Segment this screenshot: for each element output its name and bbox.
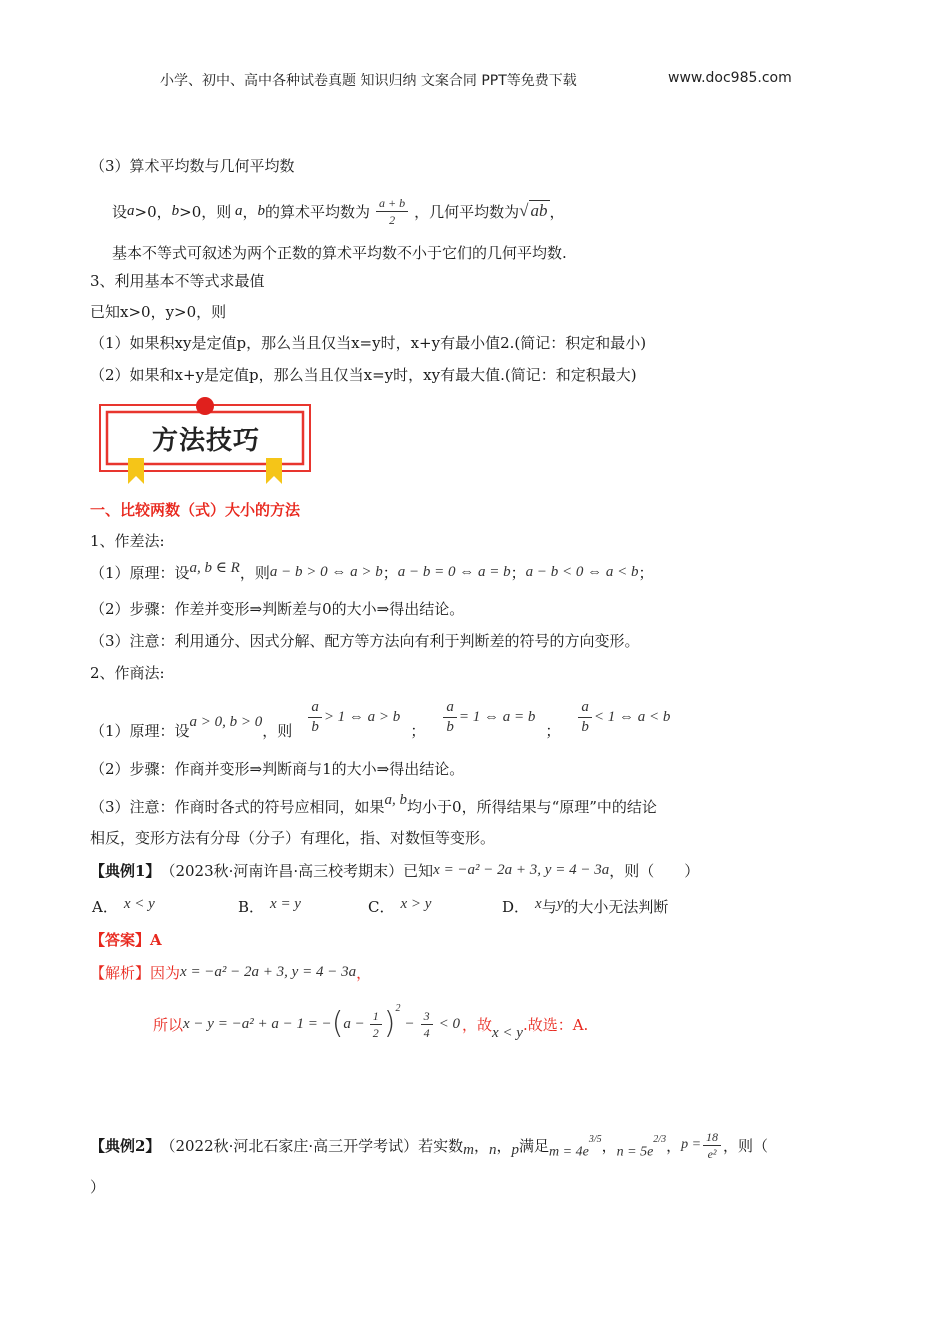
section3-line1: 设 a >0， b >0，则 a ， b 的算术平均数为 $\frac{a + b}{2}$ ，几何平均数为 √ ab ， <box>112 195 565 227</box>
header-left-text: 小学、初中、高中各种试卷真题 知识归纳 文案合同 PPT等免费下载 <box>160 73 577 89</box>
option-c[interactable]: C． x > y <box>368 896 432 916</box>
example1-question: 【典例1】 （2023秋·河南许昌·高三校考期末）已知 x = −a² − 2a + 3, y = 4 − 3a ，则（ ） <box>90 862 700 880</box>
diff-note: （3）注意：利用通分、因式分解、配方等方法向有利于判断差的符号的方向变形。 <box>90 632 640 650</box>
section3-title: （3）算术平均数与几何平均数 <box>90 157 295 175</box>
quot-note-line2: 相反，变形方法有分母（分子）有理化，指、对数恒等变形。 <box>90 829 496 847</box>
point3-title: 3、利用基本不等式求最值 <box>90 272 265 290</box>
arith-mean-fraction: $\frac{a + b}{2}$ <box>376 197 408 226</box>
quot-method-title: 2、作商法: <box>90 664 165 682</box>
example1-answer: 【答案】A <box>90 931 162 949</box>
methods-heading: 一、比较两数（式）大小的方法 <box>90 501 301 519</box>
example1-analysis: 【解析】 因为 x = −a² − 2a + 3, y = 4 − 3a ， <box>90 964 372 982</box>
diff-steps: （2）步骤：作差并变形⇒判断差与0的大小⇒得出结论。 <box>90 600 465 618</box>
option-a[interactable]: A． x < y <box>92 896 155 916</box>
example2-question: 【典例2】 （2022秋·河北石家庄·高三开学考试）若实数 m ， n ， p 满足 $m = 4e^{3/5}$ ， $n = 5e^{2/3}$ ， p = $\frac{18}{\text{e²}}$ ，则（ <box>90 1129 769 1161</box>
example1-derivation: 所以 x − y = −a² + a − 1 = − ( a − $\frac{1}{2}$ ) 2 − $\frac{3}{4}$ < 0 ，故 x < y .故选：A. <box>153 1002 589 1041</box>
example2-close-paren: ） <box>90 1178 106 1196</box>
point3-item1: （1）如果积xy是定值p，那么当且仅当x=y时，x+y有最小值2.(简记：积定和最小) <box>90 334 647 352</box>
header-url[interactable]: www.doc985.com <box>668 70 792 86</box>
point3-item2: （2）如果和x+y是定值p，那么当且仅当x=y时，xy有最大值.(简记：和定积最大) <box>90 366 637 384</box>
diff-method-title: 1、作差法: <box>90 532 165 550</box>
section3-line2: 基本不等式可叙述为两个正数的算术平均数不小于它们的几何平均数. <box>112 244 567 262</box>
example1-options <box>92 896 792 920</box>
quot-principle: （1）原理：设 a > 0, b > 0 ，则 $\frac{a}{b}$ > 1 ⇔ a > b ； $\frac{a}{b}$ = 1 ⇔ a = b ； $\frac{a}{b}$ < 1 ⇔ a < b <box>90 698 671 740</box>
quot-steps: （2）步骤：作商并变形⇒判断商与1的大小⇒得出结论。 <box>90 760 465 778</box>
diff-principle: （1）原理：设 a, b ∈ R ，则 a − b > 0 ⇔ a > b ； a − b = 0 ⇔ a = b ； a − b < 0 ⇔ a < b ； <box>90 560 654 582</box>
geo-mean-sqrt: √ ab <box>519 201 548 220</box>
option-b[interactable]: B． x = y <box>238 896 301 916</box>
point3-known: 已知x>0，y>0，则 <box>90 303 227 321</box>
option-d[interactable]: D． x与y的大小无法判断 <box>502 896 669 916</box>
banner-title: 方法技巧 <box>151 426 260 456</box>
quot-note-line1: （3）注意：作商时各式的符号应相同，如果 a, b 均小于0，所得结果与“原理”中的结论 <box>90 792 657 816</box>
method-banner <box>98 396 314 486</box>
